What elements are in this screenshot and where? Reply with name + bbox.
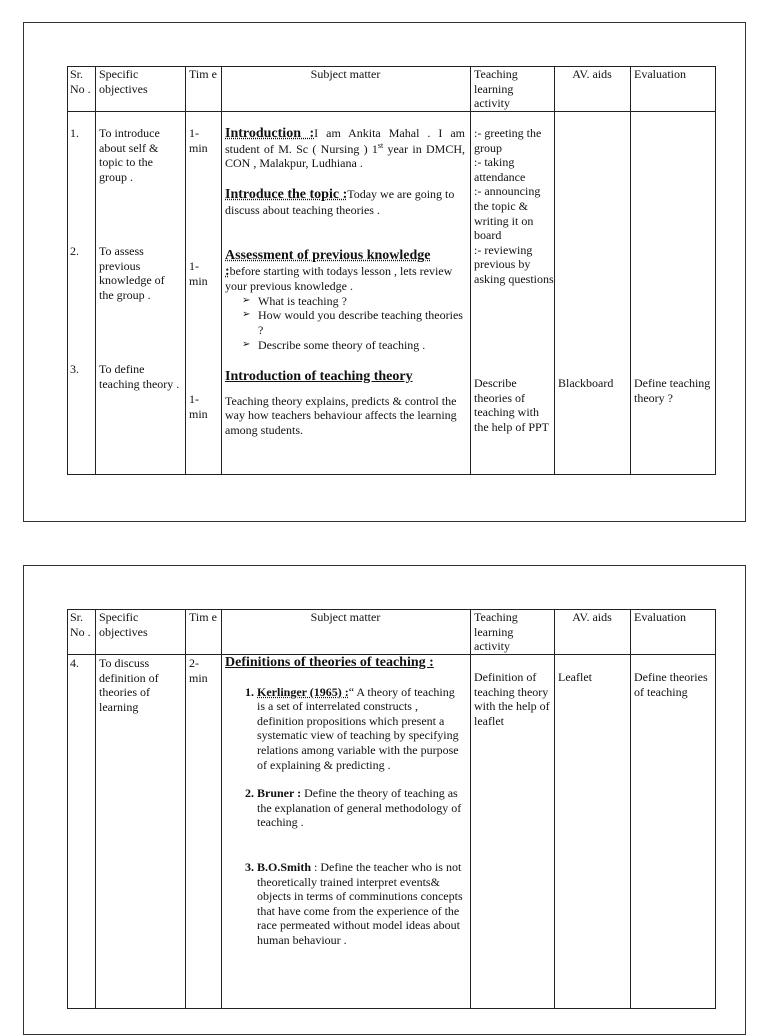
ordinal-suffix: st bbox=[377, 140, 384, 150]
teaching-theory-text: Teaching theory explains, predicts & control the way how teachers behaviour affects the learning among students. bbox=[225, 393, 457, 437]
row-3-activity: Describe theories of teaching with the help of PPT bbox=[474, 376, 549, 434]
row-4-sr: 4. bbox=[70, 656, 79, 670]
column-divider bbox=[715, 609, 716, 1009]
introduction-text-a: I am Ankita Mahal . I am student of M. Sc ( Nursing ) 1 bbox=[225, 126, 466, 156]
introduce-topic-heading: Introduce the topic : bbox=[225, 187, 348, 202]
row-1-activity: :- greeting the group :- taking attendance :- announcing the topic & writing it on board :- reviewing previous by asking questions bbox=[474, 126, 554, 286]
definition-author: Kerlinger (1965) : bbox=[257, 684, 349, 699]
document-page-1 bbox=[23, 22, 746, 522]
column-divider bbox=[185, 66, 186, 475]
definition-item bbox=[257, 860, 465, 948]
table-border bbox=[67, 474, 716, 475]
question-item: ➢ Describe some theory of teaching . bbox=[258, 338, 465, 353]
row-3-av-aids: Blackboard bbox=[558, 376, 614, 390]
column-divider bbox=[95, 66, 96, 475]
row-2-sr: 2. bbox=[70, 244, 79, 258]
header-time: Tim e bbox=[189, 610, 217, 624]
header-subject-matter: Subject matter bbox=[310, 67, 381, 81]
definition-item bbox=[257, 685, 465, 773]
question-item: ➢ How would you describe teaching theories ? bbox=[258, 308, 465, 337]
row-2-objective: To assess previous knowledge of the group . bbox=[99, 244, 165, 302]
row-2-time: 1- min bbox=[189, 259, 208, 288]
header-av-aids: AV. aids bbox=[572, 610, 612, 624]
column-divider bbox=[185, 609, 186, 1009]
assessment-heading: Assessment of previous knowledge : bbox=[225, 248, 431, 279]
row-3-subject bbox=[225, 370, 465, 437]
definition-text: : Define the teacher who is not theoretically trained interpret events& objects in terms of comminutions concepts that have come from the experience of the race permeated without model ideas about human behaviour . bbox=[257, 859, 463, 947]
column-divider bbox=[715, 66, 716, 475]
row-4-av-aids: Leaflet bbox=[558, 670, 592, 684]
header-teaching-activity: Teaching learning activity bbox=[474, 67, 518, 111]
introduce-topic-text: Today we are going to discuss about teaching theories . bbox=[225, 187, 455, 217]
lesson-plan-table-2 bbox=[67, 609, 716, 1009]
question-item: ➢ What is teaching ? bbox=[258, 294, 465, 309]
row-4-objective: To discuss definition of theories of learning bbox=[99, 656, 159, 714]
header-specific-objectives: Specific objectives bbox=[99, 67, 148, 96]
definition-text: Define the theory of teaching as the explanation of general methodology of teaching . bbox=[257, 786, 462, 830]
question-list bbox=[225, 294, 465, 352]
header-sr-no: Sr. No . bbox=[70, 67, 91, 96]
row-2-subject bbox=[225, 248, 465, 352]
column-divider bbox=[630, 609, 631, 1009]
header-subject-matter: Subject matter bbox=[310, 610, 381, 624]
row-4-evaluation: Define theories of teaching bbox=[634, 670, 708, 699]
column-divider bbox=[554, 66, 555, 475]
introduction-heading: Introduction : bbox=[225, 126, 315, 141]
row-3-time: 1- min bbox=[189, 392, 208, 421]
header-time: Tim e bbox=[189, 67, 217, 81]
table-border bbox=[67, 1008, 716, 1009]
header-evaluation: Evaluation bbox=[634, 67, 686, 81]
row-1-objective: To introduce about self & topic to the group . bbox=[99, 126, 160, 184]
header-teaching-activity: Teaching learning activity bbox=[474, 610, 518, 654]
column-divider bbox=[470, 609, 471, 1009]
introduction-text-b: year in DMCH, CON , Malakpur, Ludhiana . bbox=[225, 141, 465, 171]
column-divider bbox=[67, 66, 68, 475]
header-divider bbox=[67, 111, 716, 112]
definition-text: “ A theory of teaching is a set of interrelated constructs , definition propositions which present a systematic view of teaching by specifying relations among variable with the purpose of explaining & predicting . bbox=[257, 684, 459, 772]
assessment-text: before starting with todays lesson , lets review your previous knowledge . bbox=[225, 263, 453, 294]
row-1-sr: 1. bbox=[70, 126, 79, 140]
row-1-time: 1- min bbox=[189, 126, 208, 155]
definitions-heading: Definitions of theories of teaching : bbox=[225, 655, 434, 670]
column-divider bbox=[67, 609, 68, 1009]
teaching-theory-heading: Introduction of teaching theory bbox=[225, 369, 413, 384]
row-1-topic bbox=[225, 187, 465, 217]
header-evaluation: Evaluation bbox=[634, 610, 686, 624]
definition-author: B.O.Smith bbox=[257, 859, 312, 874]
lesson-plan-table-1 bbox=[67, 66, 716, 475]
header-av-aids: AV. aids bbox=[572, 67, 612, 81]
row-3-evaluation: Define teaching theory ? bbox=[634, 376, 711, 405]
row-4-activity: Definition of teaching theory with the help of leaflet bbox=[474, 670, 550, 728]
definition-author: Bruner : bbox=[257, 786, 302, 801]
definitions-list bbox=[225, 685, 465, 948]
column-divider bbox=[630, 66, 631, 475]
row-1-subject bbox=[225, 126, 465, 171]
row-3-sr: 3. bbox=[70, 362, 79, 376]
column-divider bbox=[470, 66, 471, 475]
document-page-2 bbox=[23, 565, 746, 1035]
definition-item bbox=[257, 786, 465, 830]
row-4-time: 2- min bbox=[189, 656, 208, 685]
row-3-objective: To define teaching theory . bbox=[99, 362, 180, 391]
header-specific-objectives: Specific objectives bbox=[99, 610, 148, 639]
column-divider bbox=[95, 609, 96, 1009]
header-sr-no: Sr. No . bbox=[70, 610, 91, 639]
row-4-subject bbox=[225, 656, 465, 962]
column-divider bbox=[221, 609, 222, 1009]
column-divider bbox=[221, 66, 222, 475]
column-divider bbox=[554, 609, 555, 1009]
